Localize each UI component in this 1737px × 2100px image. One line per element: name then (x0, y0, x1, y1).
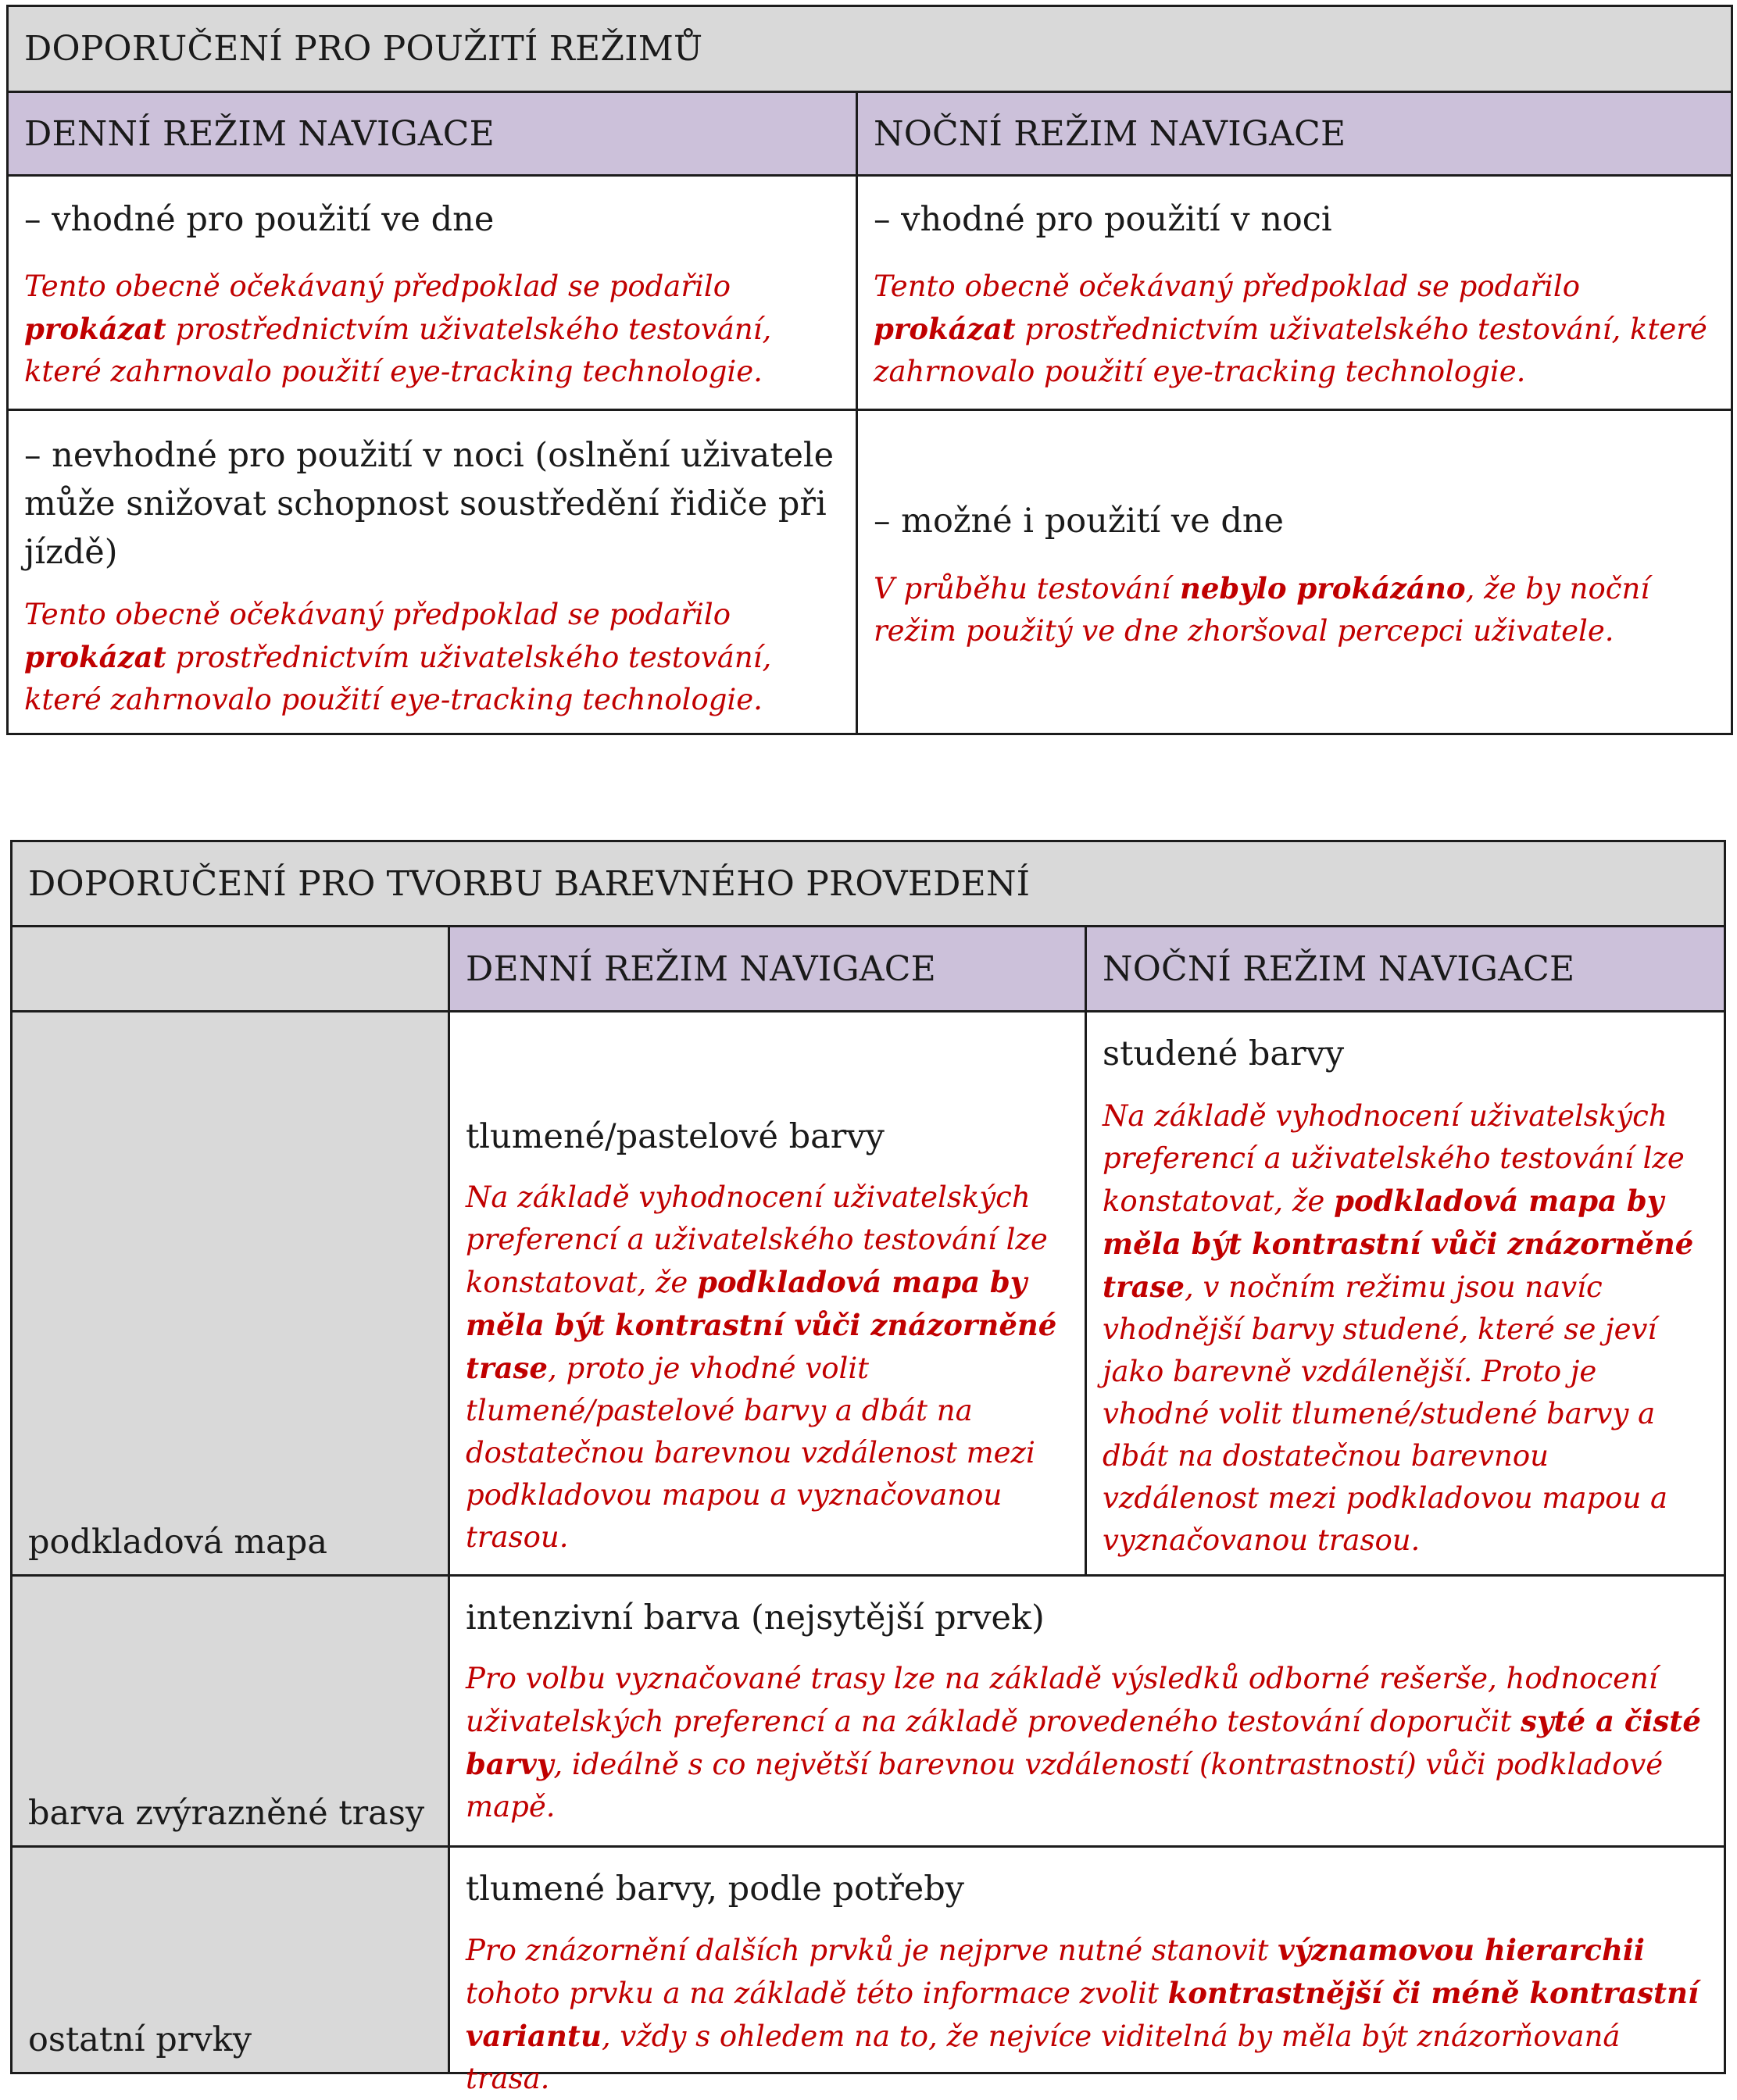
table2-row2-note (466, 1658, 1708, 1828)
table2-header-night (1087, 927, 1724, 1012)
note-part: Tento obecně očekávaný předpoklad se podařilo (24, 270, 731, 303)
note-part: prostřednictvím uživatelského testování, které zahrnovalo použití eye-tracking technologie. (24, 312, 772, 388)
table1-r2-day-text: – nevhodné pro použití v noci (oslnění uživatele může snižovat schopnost soustředění řidiče při jízdě) (24, 436, 835, 572)
note-emphasis: kontrastnější či méně kontrastní variantu (466, 1976, 1699, 2053)
note-emphasis: prokázat (24, 640, 166, 674)
table1-r1-day-note (24, 266, 840, 393)
table2-header-day-text: DENNÍ REŽIM NAVIGACE (466, 948, 936, 989)
table2-row1-label: podkladová mapa (28, 1523, 327, 1562)
table2-title-text: DOPORUČENÍ PRO TVORBU BAREVNÉHO PROVEDENÍ (28, 863, 1031, 904)
note-part: Pro znázornění dalších prvků je nejprve nutné stanovit (466, 1934, 1278, 1967)
table2-row3-label: ostatní prvky (28, 2020, 252, 2059)
table1-header-day (9, 93, 858, 177)
table1-r1-day-text: – vhodné pro použití ve dne (24, 200, 495, 239)
table1-r2-day-cell (9, 411, 858, 733)
note-part: , v nočním režimu jsou navíc vhodnější barvy studené, které se jeví jako barevně vzdálenější. Proto je vhodné volit tlumené/studené barvy a dbát na dostatečnou barevnou vzdálenost mezi podkladovou mapou a vyznačovanou trasou. (1103, 1270, 1668, 1557)
note-emphasis: podkladová mapa by měla být kontrastní vůči znázorněné trase (1103, 1184, 1694, 1304)
note-emphasis: významovou hierarchii (1278, 1933, 1645, 1967)
note-emphasis: prokázat (24, 312, 166, 346)
note-part: V průběhu testování (874, 572, 1180, 605)
table1-title (9, 7, 1731, 93)
table2-row3-note (466, 1929, 1708, 2100)
table1-r2-night-cell (858, 411, 1731, 733)
table2-row3-text: tlumené barvy, podle potřeby (466, 1870, 965, 1909)
table1-header-day-text: DENNÍ REŽIM NAVIGACE (24, 113, 495, 154)
note-part: , vždy s ohledem na to, že nejvíce viditelná by měla být znázorňovaná trasa. (466, 2020, 1621, 2095)
note-part: Na základě vyhodnocení uživatelských preferencí a uživatelského testování lze konstatovat, že (466, 1180, 1048, 1299)
note-part: Tento obecně očekávaný předpoklad se podařilo (874, 270, 1580, 303)
table2-header-empty (13, 927, 450, 1012)
table2-row1-day-cell (450, 1012, 1087, 1577)
table2-row1-night-note (1103, 1095, 1708, 1562)
table1-header-night-text: NOČNÍ REŽIM NAVIGACE (874, 113, 1346, 154)
table2-row1-label-cell (13, 1012, 450, 1577)
note-part: prostřednictvím uživatelského testování, které zahrnovalo použití eye-tracking technologie. (874, 312, 1707, 388)
table2-row1-night-cell (1087, 1012, 1724, 1577)
table1-r1-day-cell (9, 177, 858, 411)
note-part: tohoto prvku a na základě této informace zvolit (466, 1977, 1168, 2010)
note-part: Tento obecně očekávaný předpoklad se podařilo (24, 598, 731, 631)
table2-header-night-text: NOČNÍ REŽIM NAVIGACE (1103, 948, 1575, 989)
table2-header-day (450, 927, 1087, 1012)
note-part: , proto je vhodné volit tlumené/pastelové barvy a dbát na dostatečnou barevnou vzdálenost mezi podkladovou mapou a vyznačovanou trasou. (466, 1352, 1035, 1554)
table2-row3-label-cell (13, 1848, 450, 2072)
table2-title (13, 842, 1724, 927)
usage-recommendation-table (6, 5, 1733, 735)
table2-row3-cell (450, 1848, 1724, 2095)
table2-row1-night-text: studené barvy (1103, 1034, 1345, 1073)
table2-row2-label-cell (13, 1577, 450, 1848)
note-part: , že by noční režim použitý ve dne zhoršoval percepci uživatele. (874, 572, 1650, 648)
note-emphasis: podkladová mapa by měla být kontrastní vůči znázorněné trase (466, 1265, 1057, 1385)
color-recommendation-table (10, 840, 1726, 2095)
table2-row1-day-text: tlumené/pastelové barvy (466, 1117, 885, 1156)
note-part: prostřednictvím uživatelského testování, které zahrnovalo použití eye-tracking technologie. (24, 641, 772, 716)
table2-row2-text: intenzivní barva (nejsytější prvek) (466, 1598, 1045, 1638)
table1-r1-night-cell (858, 177, 1731, 411)
table2-row2-label: barva zvýrazněné trasy (28, 1794, 425, 1833)
note-part: , ideálně s co největší barevnou vzdáleností (kontrastností) vůči podkladové mapě. (466, 1748, 1664, 1823)
note-emphasis: prokázat (874, 312, 1016, 346)
table1-title-text: DOPORUČENÍ PRO POUŽITÍ REŽIMŮ (24, 29, 703, 69)
note-emphasis: syté a čisté barvy (466, 1704, 1701, 1781)
note-emphasis: nebylo prokázáno (1179, 571, 1466, 605)
table2-row1-day-note (466, 1177, 1069, 1559)
table2-row2-cell (450, 1577, 1724, 1848)
table1-header-night (858, 93, 1731, 177)
table1-r2-night-note (874, 567, 1715, 652)
table1-r2-day-note (24, 594, 840, 721)
table1-r1-night-note (874, 266, 1715, 393)
note-part: Na základě vyhodnocení uživatelských preferencí a uživatelského testování lze konstatovat, že (1103, 1099, 1685, 1218)
table1-r1-night-text: – vhodné pro použití v noci (874, 200, 1332, 239)
note-part: Pro volbu vyznačované trasy lze na základě výsledků odborné rešerše, hodnocení uživatelských preferencí a na základě provedeného testování doporučit (466, 1662, 1658, 1738)
table1-r2-night-text: – možné i použití ve dne (874, 502, 1285, 541)
